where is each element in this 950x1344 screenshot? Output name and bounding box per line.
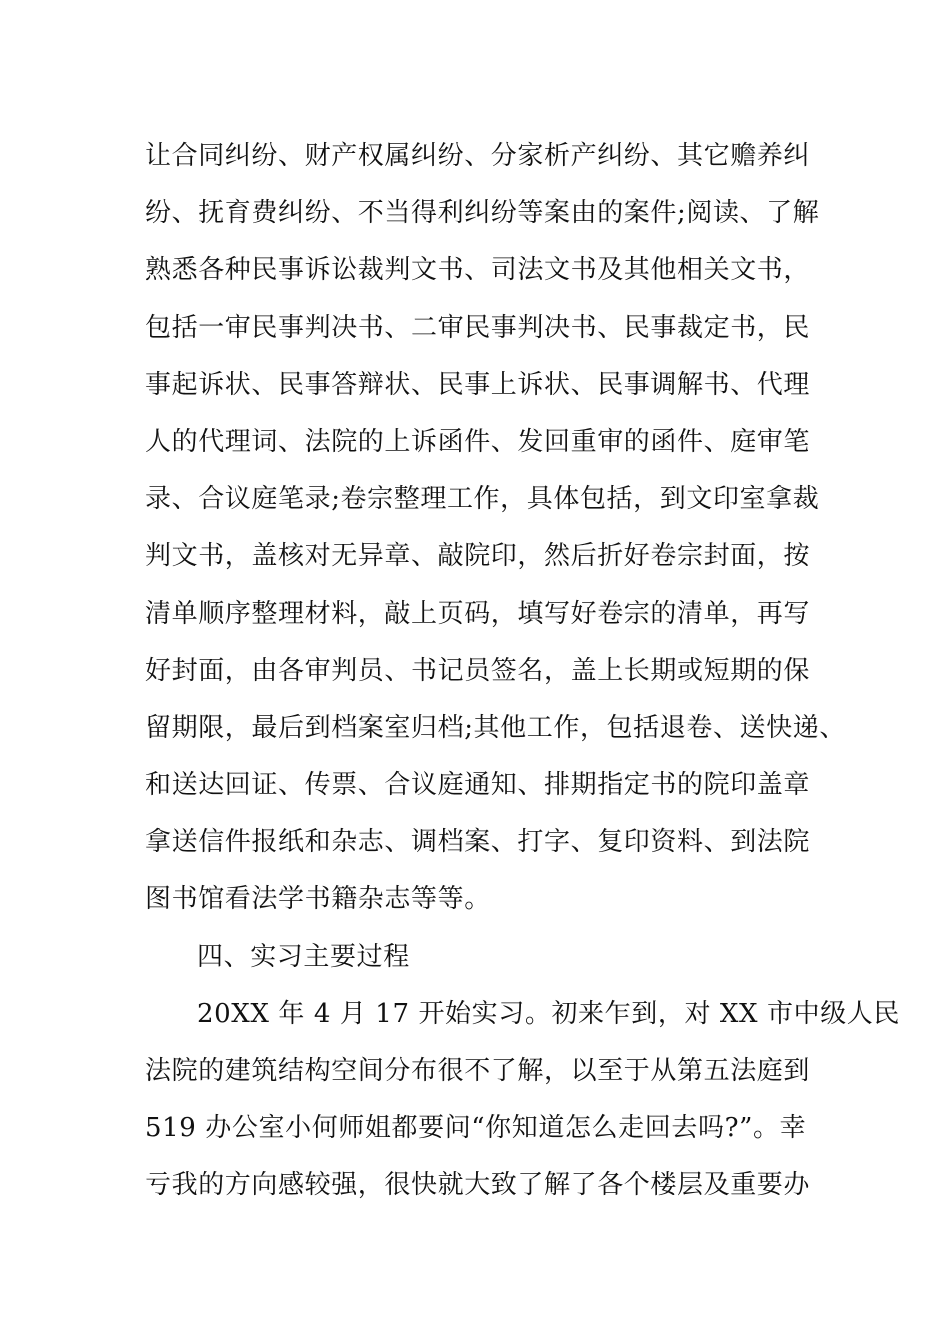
section-paragraph-line: 20XX 年 4 月 17 开始实习。初来乍到，对 XX 市中级人民	[197, 998, 901, 1029]
section-paragraph-line: 亏我的方向感较强，很快就大致了解了各个楼层及重要办	[145, 1170, 811, 1201]
paragraph-line: 纷、抚育费纠纷、不当得利纠纷等案由的案件;阅读、了解	[145, 198, 820, 229]
document-body	[145, 128, 901, 1215]
section-paragraph-line: 519 办公室小何师姐都要问“你知道怎么走回去吗?”。幸	[145, 1113, 807, 1144]
paragraph-line: 包括一审民事判决书、二审民事判决书、民事裁定书，民	[145, 312, 811, 343]
paragraph-line: 留期限，最后到档案室归档;其他工作，包括退卷、送快递、	[145, 712, 846, 743]
section-paragraph-line: 法院的建筑结构空间分布很不了解，以至于从第五法庭到	[145, 1056, 811, 1086]
paragraph-line: 清单顺序整理材料，敲上页码，填写好卷宗的清单，再写	[145, 598, 811, 629]
paragraph-line: 录、合议庭笔录;卷宗整理工作，具体包括，到文印室拿裁	[145, 484, 820, 515]
paragraph-line: 判文书，盖核对无异章、敲院印，然后折好卷宗封面，按	[145, 541, 811, 572]
paragraph-line: 好封面，由各审判员、书记员签名，盖上长期或短期的保	[145, 655, 811, 686]
paragraph-line: 拿送信件报纸和杂志、调档案、打字、复印资料、到法院	[145, 827, 811, 858]
paragraph-line: 让合同纠纷、财产权属纠纷、分家析产纠纷、其它赡养纠	[145, 141, 811, 171]
paragraph-line: 熟悉各种民事诉讼裁判文书、司法文书及其他相关文书，	[145, 255, 811, 286]
paragraph-line: 事起诉状、民事答辩状、民事上诉状、民事调解书、代理	[145, 369, 811, 400]
section-heading: 四、实习主要过程	[197, 941, 410, 972]
paragraph-line: 图书馆看法学书籍杂志等等。	[145, 884, 491, 915]
paragraph-line: 和送达回证、传票、合议庭通知、排期指定书的院印盖章	[145, 770, 811, 801]
paragraph-line: 人的代理词、法院的上诉函件、发回重审的函件、庭审笔	[145, 426, 811, 457]
